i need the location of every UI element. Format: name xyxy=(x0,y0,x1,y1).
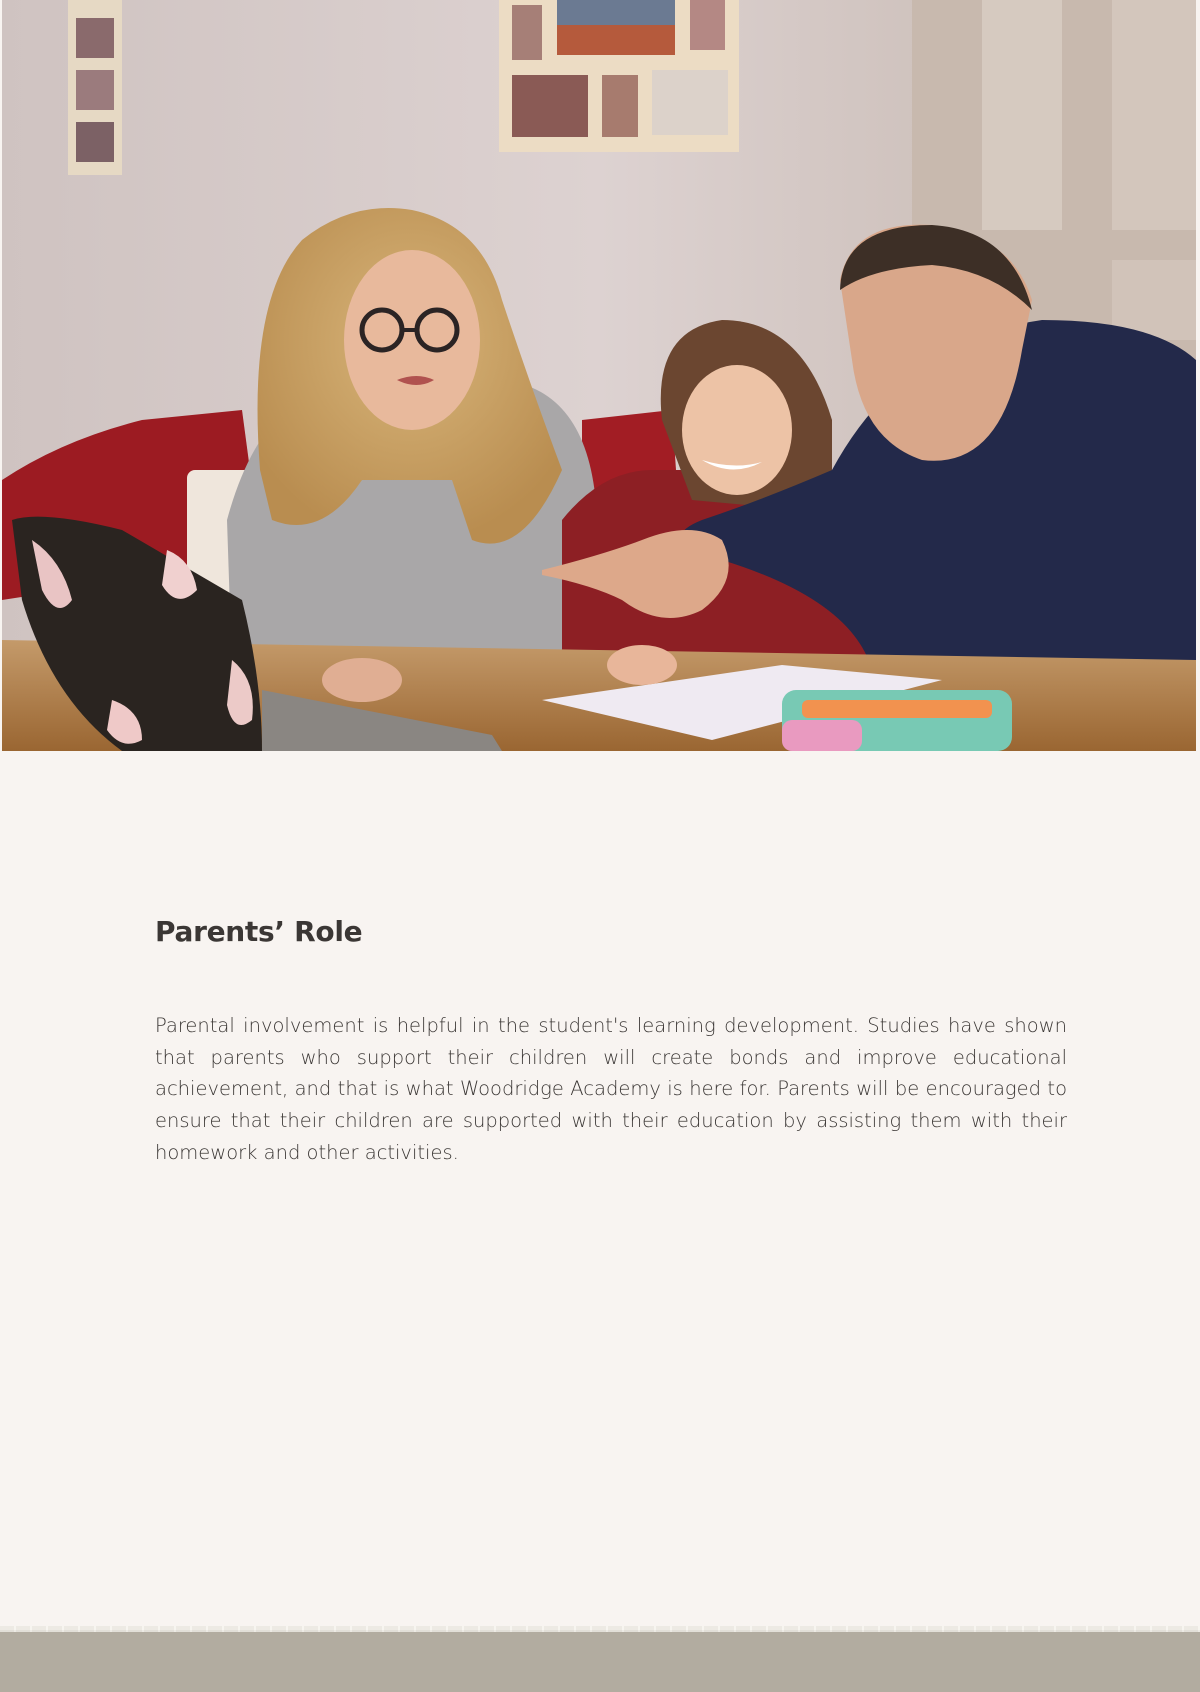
section-paragraph: Parental involvement is helpful in the student's learning development. Studies have shown that parents who support their children will create bonds and improve educational achievement, and that is what Woodridge Academy is here for. Parents will be encouraged to ensure that their children are supported with their education by assisting them with their homework and other activities. xyxy=(155,1014,1067,1164)
section-title: Parents’ Role xyxy=(155,915,363,948)
footer xyxy=(0,1630,1200,1692)
family-homework-photo xyxy=(2,0,1196,751)
hero-image xyxy=(2,0,1196,751)
parents-role-section xyxy=(155,912,1067,1169)
footer-stitched-border xyxy=(0,1626,1200,1632)
